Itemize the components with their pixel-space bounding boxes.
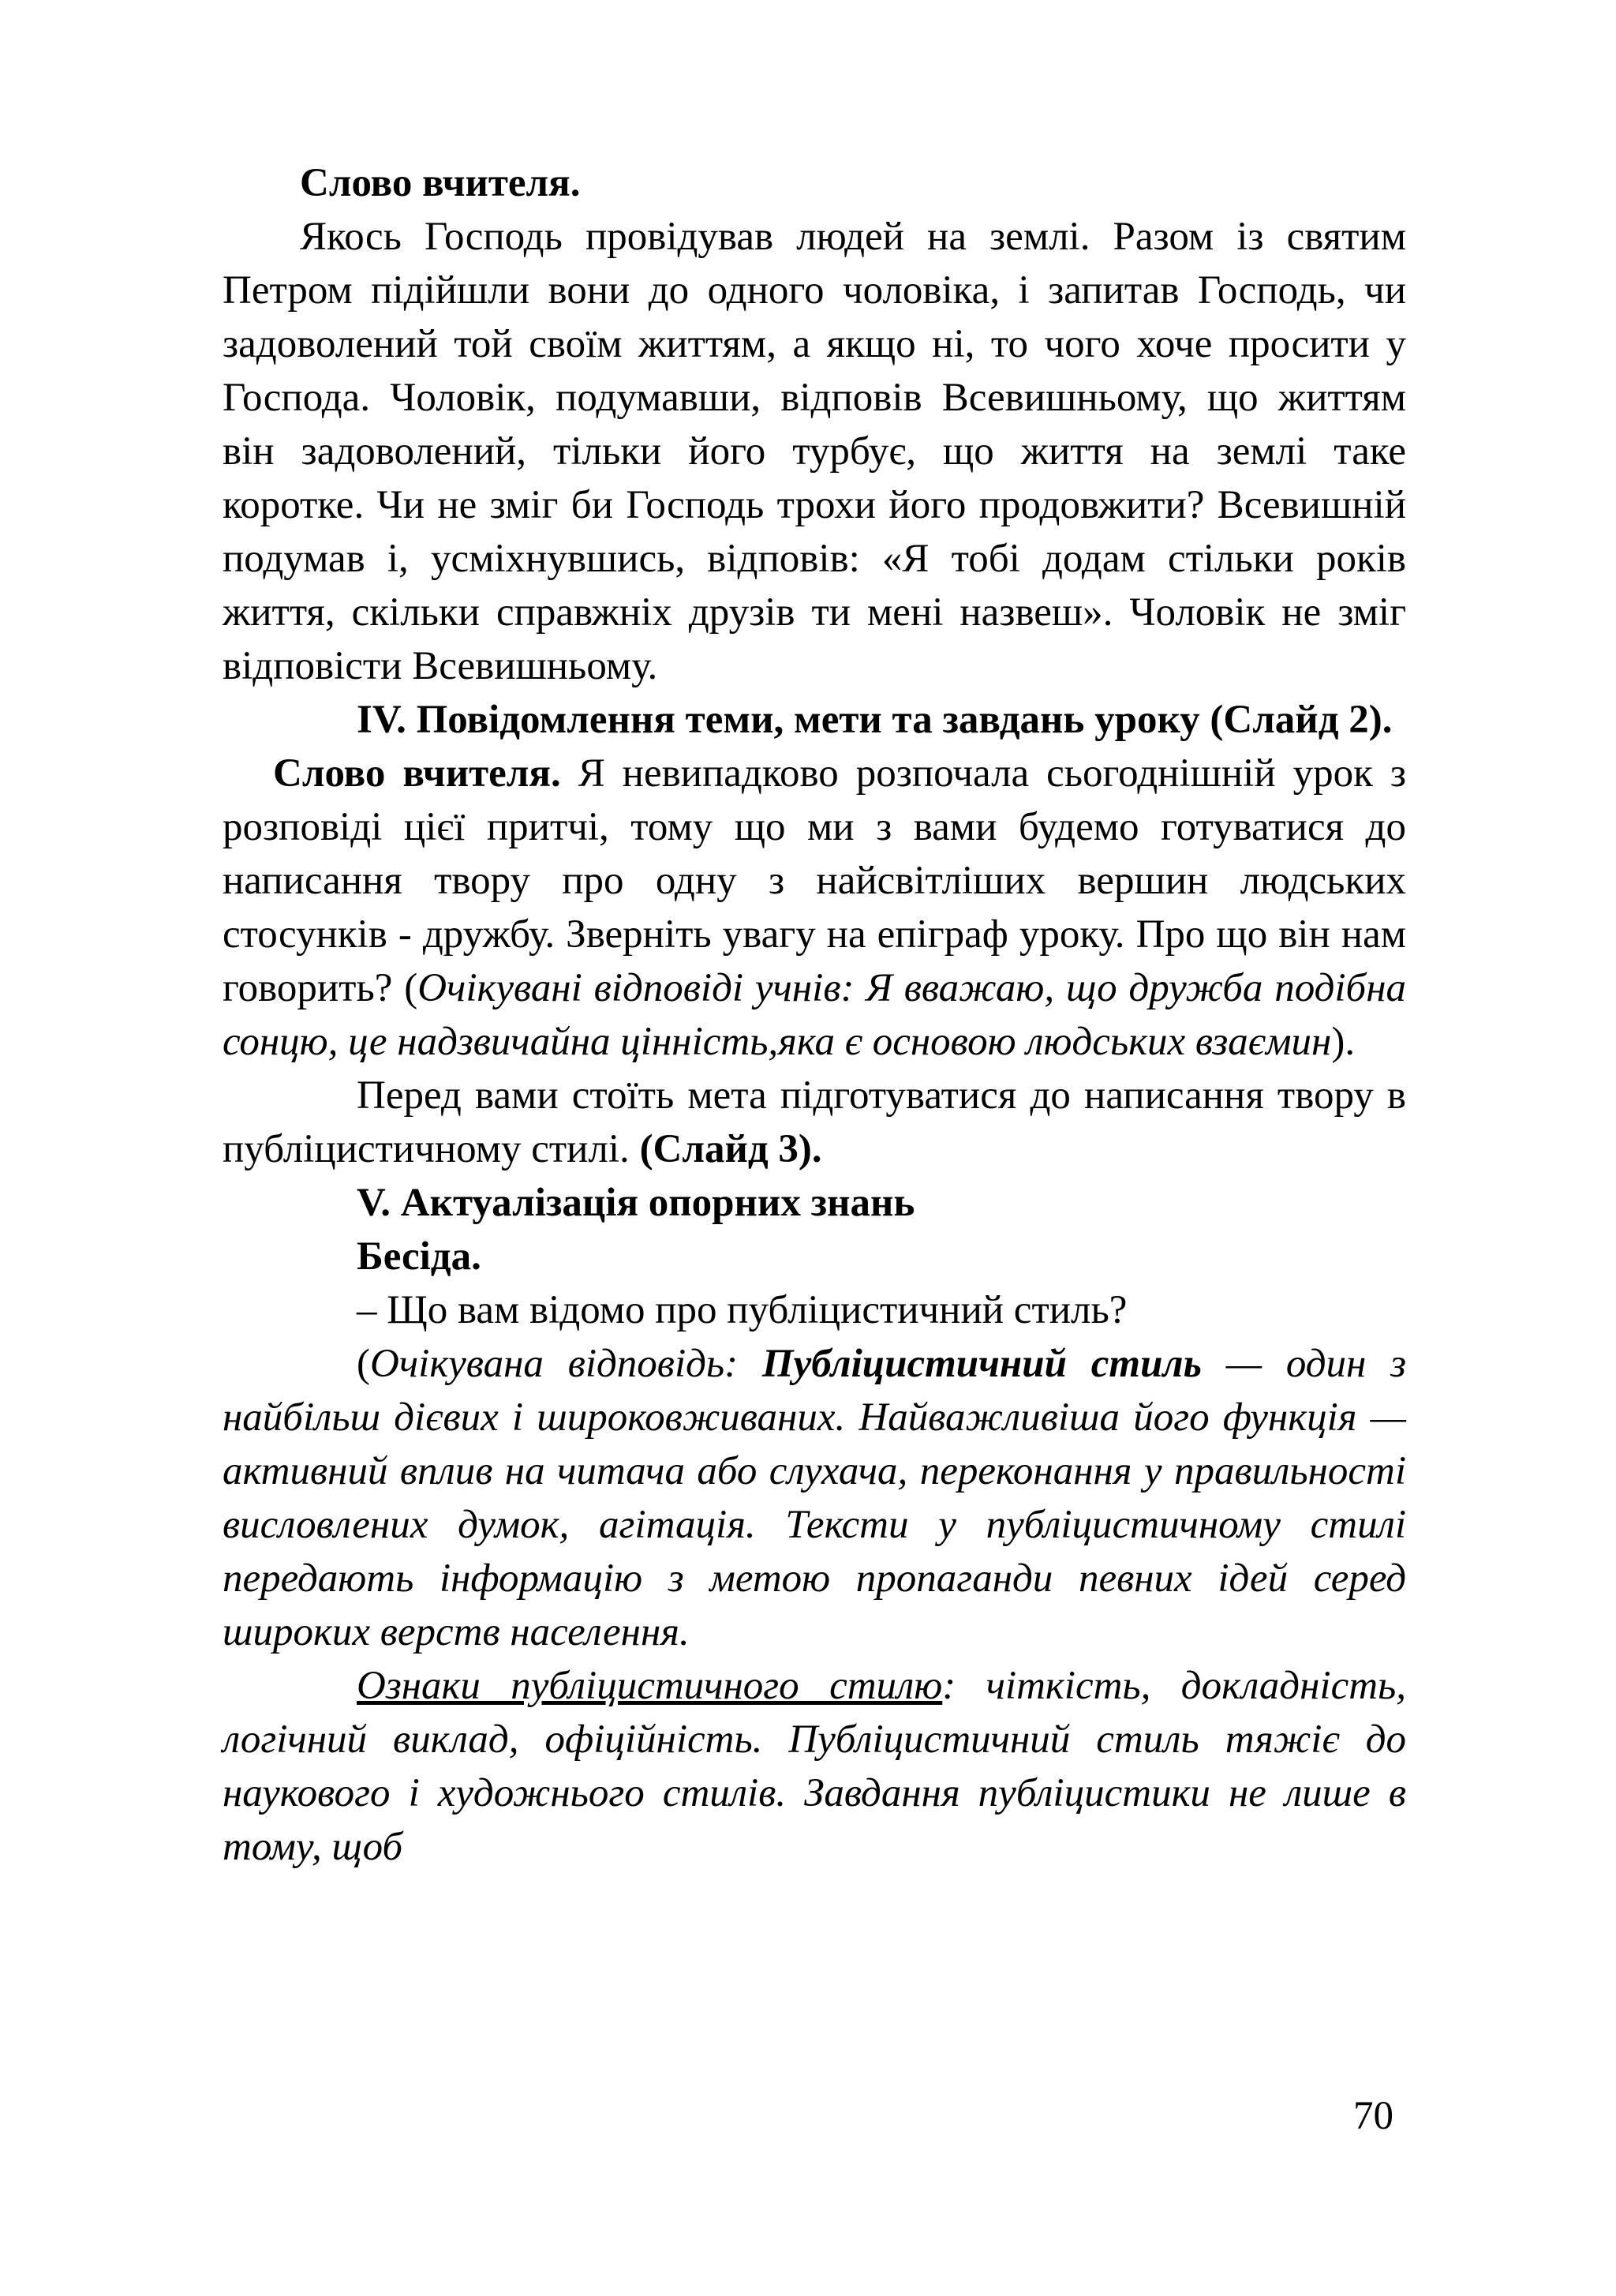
- heading-section-v: V. Актуалізація опорних знань: [357, 1181, 915, 1225]
- goal-text: Перед вами стоїть мета підготуватися до написання твору в публіцистичному стилі.: [223, 1073, 1406, 1171]
- heading-section-iv: IV. Повідомлення теми, мети та завдань уроку (Слайд 2).: [357, 698, 1393, 742]
- heading-conversation: Бесіда.: [357, 1234, 481, 1279]
- document-body: [223, 156, 1406, 1874]
- paragraph-goal: [223, 1069, 1406, 1176]
- paragraph-style-features: [223, 1659, 1406, 1874]
- intro-text: Я невипадково розпочала сьогоднішній урок з розповіді цієї притчі, тому що ми з вами будемо готуватися до написання твору про одну з найсвітліших вершин людських стосунків - дружбу. Зверніть увагу на епіграф уроку. Про що він нам говорить? (: [223, 751, 1406, 1010]
- heading-teacher-word: Слово вчителя.: [300, 161, 581, 205]
- answer-lead: Очікувана відповідь:: [369, 1342, 762, 1386]
- question-publicistic-style: – Що вам відомо про публіцистичний стиль?: [357, 1288, 1128, 1332]
- teacher-word-lead: Слово вчителя.: [273, 751, 561, 796]
- slide-3-ref: (Слайд 3).: [639, 1127, 822, 1171]
- intro-close: ).: [1331, 1020, 1356, 1064]
- answer-open: (: [357, 1342, 370, 1386]
- paragraph-expected-answer: [223, 1337, 1406, 1659]
- features-text: : чіткість, докладність, логічний виклад, офіційність. Публіцистичний стиль тяжіє до наукового і художнього стилів. Завдання публіцистики не лише в тому, щоб: [223, 1664, 1406, 1869]
- features-heading: Ознаки публіцистичного стилю: [357, 1664, 943, 1708]
- page-number: 70: [1353, 2094, 1393, 2138]
- answer-definition: — один з найбільш дієвих і широковживаних. Найважливіша його функція — активний вплив на читача або слухача, переконання у правильності висловлених думок, агітація. Тексти у публіцистичному стилі передають інформацію з метою пропаганди певних ідей серед широких верств населення.: [223, 1342, 1407, 1654]
- paragraph-teacher-intro: [223, 747, 1406, 1069]
- paragraph-parable: Якось Господь провідував людей на землі. Разом із святим Петром підійшли вони до одного чоловіка, і запитав Господь, чи задоволений той своїм життям, а якщо ні, то чого хоче просити у Господа. Чоловік, подумавши, відповів Всевишньому, що життям він задоволений, тільки його турбує, що життя на землі таке коротке. Чи не зміг би Господь трохи його продовжити? Всевишній подумав і, усміхнувшись, відповів: «Я тобі додам стільки років життя, скільки справжніх друзів ти мені назвеш». Чоловік не зміг відповісти Всевишньому.: [223, 215, 1406, 688]
- answer-term: Публіцистичний стиль: [761, 1342, 1202, 1386]
- expected-answers: Очікувані відповіді учнів: Я вважаю, що дружба подібна сонцю, це надзвичайна цінність,яка є основою людських взаємин: [223, 966, 1406, 1064]
